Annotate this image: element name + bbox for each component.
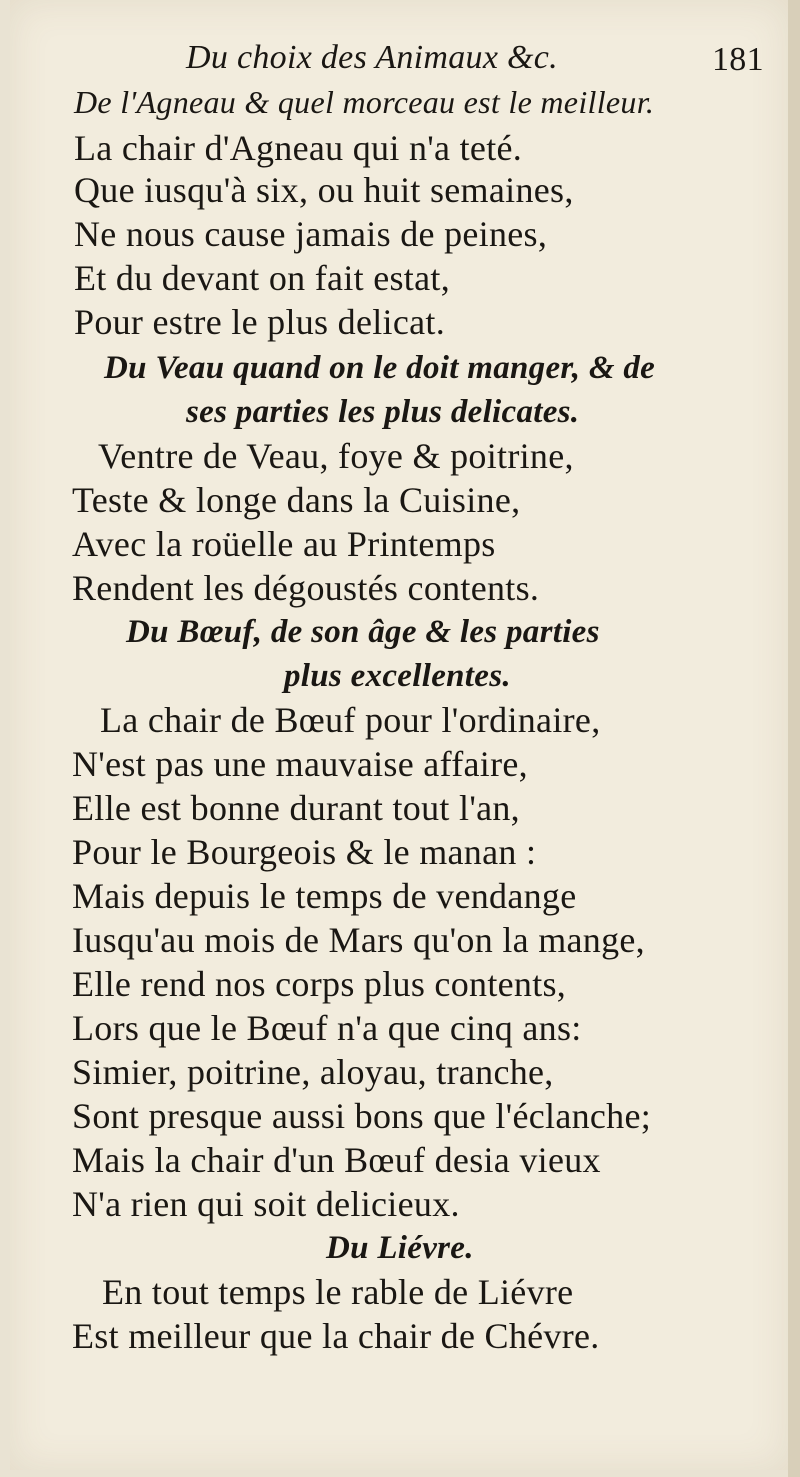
verse-line: Ne nous cause jamais de peines, xyxy=(74,214,548,254)
verse-line: Elle rend nos corps plus contents, xyxy=(72,964,567,1004)
page-number: 181 xyxy=(712,41,764,78)
verse-line: Pour le Bourgeois & le manan : xyxy=(72,832,537,872)
verse-line: Est meilleur que la chair de Chévre. xyxy=(72,1316,600,1356)
section-heading-lievre: Du Liévre. xyxy=(326,1230,474,1266)
verse-line: La chair de Bœuf pour l'ordinaire, xyxy=(100,700,601,740)
verse-line: Sont presque aussi bons que l'éclanche; xyxy=(72,1096,652,1136)
verse-line: N'est pas une mauvaise affaire, xyxy=(72,744,528,784)
verse-line: Et du devant on fait estat, xyxy=(74,258,450,298)
verse-line: Teste & longe dans la Cuisine, xyxy=(72,480,521,520)
verse-line: Que iusqu'à six, ou huit semaines, xyxy=(74,170,574,210)
verse-line: Iusqu'au mois de Mars qu'on la mange, xyxy=(72,920,645,960)
verse-line: Elle est bonne durant tout l'an, xyxy=(72,788,520,828)
verse-line: N'a rien qui soit delicieux. xyxy=(72,1184,460,1224)
verse-line: Mais depuis le temps de vendange xyxy=(72,876,577,916)
verse-line: Ventre de Veau, foye & poitrine, xyxy=(98,436,574,476)
running-head: Du choix des Animaux &c. xyxy=(186,39,558,76)
section-heading-agneau: De l'Agneau & quel morceau est le meilleur. xyxy=(74,84,655,120)
page-edge xyxy=(788,0,800,1477)
verse-line: Avec la roüelle au Printemps xyxy=(72,524,496,564)
verse-line: Mais la chair d'un Bœuf desia vieux xyxy=(72,1140,601,1180)
section-heading-veau: Du Veau quand on le doit manger, & de xyxy=(104,350,656,386)
verse-line: La chair d'Agneau qui n'a teté. xyxy=(74,128,523,168)
section-heading-boeuf: Du Bœuf, de son âge & les parties xyxy=(126,614,600,650)
verse-line: Simier, poitrine, aloyau, tranche, xyxy=(72,1052,554,1092)
section-heading-veau-cont: ses parties les plus delicates. xyxy=(186,394,580,430)
verse-line: Pour estre le plus delicat. xyxy=(74,302,446,342)
verse-line: Lors que le Bœuf n'a que cinq ans: xyxy=(72,1008,582,1048)
section-heading-boeuf-cont: plus excellentes. xyxy=(284,658,511,694)
verse-line: En tout temps le rable de Liévre xyxy=(102,1272,574,1312)
verse-line: Rendent les dégoustés contents. xyxy=(72,568,540,608)
